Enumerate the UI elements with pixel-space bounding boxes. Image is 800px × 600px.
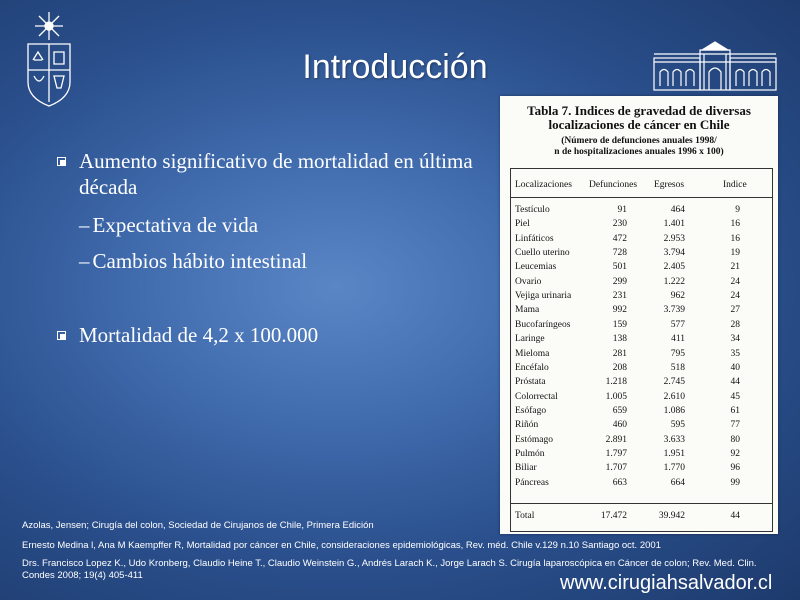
- cell-indice: 40: [730, 362, 740, 373]
- table-row: [511, 463, 772, 476]
- table-row: [511, 291, 772, 304]
- cell-egresos: 3.794: [663, 248, 685, 259]
- cell-egresos: 2.745: [663, 377, 685, 388]
- sub-bullet-text: Cambios hábito intestinal: [92, 249, 308, 273]
- table-row: [511, 435, 772, 448]
- dash-marker: –: [79, 249, 90, 273]
- total-defunciones: 17.472: [600, 511, 627, 521]
- table-row: [511, 320, 772, 333]
- cell-localizacion: Encéfalo: [515, 362, 549, 373]
- cell-egresos: 577: [670, 319, 685, 330]
- table-row: [511, 420, 772, 433]
- square-bullet-icon: [57, 331, 66, 340]
- cell-indice: 27: [730, 305, 740, 316]
- bullet-text: Mortalidad de 4,2 x 100.000: [79, 323, 319, 347]
- cell-localizacion: Cuello uterino: [515, 248, 570, 259]
- cell-localizacion: Pulmón: [515, 448, 545, 459]
- column-header: Defunciones: [589, 180, 638, 190]
- cell-localizacion: Bucofaríngeos: [515, 319, 571, 330]
- cell-indice: 35: [730, 348, 740, 359]
- cell-indice: 44: [730, 377, 740, 388]
- cell-defunciones: 659: [612, 405, 627, 416]
- building-facade-icon: [652, 40, 778, 92]
- reference-text: Ernesto Medina l, Ana M Kaempffer R, Mortalidad por cáncer en Chile, consideraciones epidemiológicas, Rev. méd. Chile v.129 n.10 Santiago oct. 2001: [22, 540, 661, 551]
- cell-localizacion: Estómago: [515, 434, 553, 445]
- cell-egresos: 795: [670, 348, 685, 359]
- table-row: [511, 392, 772, 405]
- reference-text: Drs. Francisco Lopez K., Udo Kronberg, Claudio Heine T., Claudio Weinstein G., Andrés Larach K., Jorge Larach S. Cirugía laparoscópica en Cáncer de colon; Rev. Med. Clin. Condes 2008; 19(4) 405-411: [22, 558, 757, 581]
- cell-egresos: 3.633: [663, 434, 685, 445]
- cell-defunciones: 138: [612, 334, 627, 345]
- table-row: [511, 277, 772, 290]
- cell-egresos: 2.405: [663, 262, 685, 273]
- cell-defunciones: 231: [612, 291, 627, 302]
- cell-defunciones: 281: [612, 348, 627, 359]
- cell-egresos: 664: [670, 477, 685, 488]
- total-egresos: 39.942: [658, 511, 685, 521]
- cell-egresos: 411: [671, 334, 685, 345]
- cell-localizacion: Colorrectal: [515, 391, 558, 402]
- cell-indice: 16: [730, 233, 740, 244]
- column-header: Localizaciones: [515, 180, 572, 190]
- cell-egresos: 1.222: [663, 276, 685, 287]
- cell-localizacion: Linfáticos: [515, 233, 554, 244]
- sub-bullet-text: Expectativa de vida: [92, 213, 259, 237]
- table-row: [511, 449, 772, 462]
- cell-localizacion: Riñón: [515, 420, 539, 431]
- cancer-severity-table: [500, 96, 778, 534]
- cell-indice: 96: [730, 463, 740, 474]
- total-label: Total: [515, 511, 535, 521]
- table-row: [511, 334, 772, 347]
- cell-egresos: 1.951: [663, 448, 685, 459]
- cell-indice: 99: [730, 477, 740, 488]
- table-row: [511, 219, 772, 232]
- table-row: [511, 478, 772, 491]
- table-row: [511, 377, 772, 390]
- cell-defunciones: 230: [612, 219, 627, 230]
- table-row: [511, 248, 772, 261]
- cell-localizacion: Mieloma: [515, 348, 550, 359]
- cell-egresos: 2.610: [663, 391, 685, 402]
- table-subtitle-line: n de hospitalizaciones anuales 1996 x 100): [554, 147, 724, 157]
- table-subtitle: [500, 136, 778, 158]
- cell-defunciones: 91: [617, 205, 627, 215]
- cell-egresos: 1.401: [663, 219, 685, 230]
- table-subtitle-line: (Número de defunciones anuales 1998/: [561, 136, 717, 146]
- cell-defunciones: 663: [612, 477, 627, 488]
- cell-defunciones: 208: [612, 362, 627, 373]
- cell-localizacion: Esófago: [515, 405, 547, 416]
- cell-egresos: 3.739: [663, 305, 685, 316]
- cell-egresos: 464: [670, 205, 685, 215]
- dash-marker: –: [79, 213, 90, 237]
- table-row: [511, 205, 772, 218]
- cell-localizacion: Testículo: [515, 205, 550, 215]
- cell-indice: 45: [730, 391, 740, 402]
- cell-indice: 77: [730, 420, 740, 431]
- sub-bullet-item: [79, 248, 307, 274]
- cell-defunciones: 501: [612, 262, 627, 273]
- cell-defunciones: 159: [612, 319, 627, 330]
- table-title-line: Tabla 7. Indices de gravedad de diversas: [527, 103, 751, 118]
- slide-title: Introducción: [302, 48, 488, 86]
- cell-defunciones: 1.797: [605, 448, 627, 459]
- cell-indice: 92: [730, 448, 740, 459]
- cell-localizacion: Biliar: [515, 463, 537, 474]
- total-indice: 44: [730, 511, 740, 521]
- website-url: www.cirugiahsalvador.cl: [560, 572, 773, 594]
- total-divider: [511, 503, 772, 504]
- bullet-item: [55, 148, 495, 273]
- cell-egresos: 518: [670, 362, 685, 373]
- cell-localizacion: Vejiga urinaria: [515, 291, 572, 302]
- cell-localizacion: Próstata: [515, 377, 546, 388]
- cell-localizacion: Leucemias: [515, 262, 557, 273]
- cell-defunciones: 1.005: [605, 391, 627, 402]
- cell-defunciones: 1.218: [605, 377, 627, 388]
- cell-defunciones: 2.891: [605, 434, 627, 445]
- cell-defunciones: 460: [612, 420, 627, 431]
- sub-bullet-item: [79, 212, 258, 238]
- table-title: [500, 104, 778, 132]
- cell-localizacion: Piel: [515, 219, 530, 230]
- table-row: [511, 406, 772, 419]
- cell-defunciones: 472: [612, 233, 627, 244]
- table-frame: [510, 168, 773, 532]
- cell-indice: 61: [730, 405, 740, 416]
- table-row: [511, 363, 772, 376]
- reference-text: Azolas, Jensen; Cirugía del colon, Sociedad de Cirujanos de Chile, Primera Edición: [22, 520, 374, 531]
- header-divider: [511, 197, 772, 198]
- bullet-item: [55, 322, 495, 348]
- cell-indice: 21: [730, 262, 740, 273]
- table-title-line: localizaciones de cáncer en Chile: [548, 117, 730, 132]
- cell-indice: 9: [735, 205, 740, 215]
- cell-localizacion: Páncreas: [515, 477, 549, 488]
- table-row: [511, 262, 772, 275]
- cell-localizacion: Ovario: [515, 276, 542, 287]
- square-bullet-icon: [57, 157, 66, 166]
- cell-egresos: 595: [670, 420, 685, 431]
- table-row: [511, 349, 772, 362]
- cell-egresos: 962: [670, 291, 685, 302]
- cell-egresos: 1.770: [663, 463, 685, 474]
- table-row: [511, 305, 772, 318]
- cell-indice: 24: [730, 291, 740, 302]
- cell-localizacion: Mama: [515, 305, 540, 316]
- cell-defunciones: 299: [612, 276, 627, 287]
- cell-defunciones: 728: [612, 248, 627, 259]
- cell-indice: 34: [730, 334, 740, 345]
- column-header: Indice: [723, 180, 747, 190]
- table-row: [511, 234, 772, 247]
- cell-indice: 28: [730, 319, 740, 330]
- cell-indice: 19: [730, 248, 740, 259]
- cell-defunciones: 992: [612, 305, 627, 316]
- cell-indice: 24: [730, 276, 740, 287]
- university-crest-icon: [22, 10, 76, 110]
- cell-egresos: 2.953: [663, 233, 685, 244]
- total-row: [511, 511, 772, 524]
- cell-indice: 16: [730, 219, 740, 230]
- cell-egresos: 1.086: [663, 405, 685, 416]
- column-header: Egresos: [654, 180, 685, 190]
- cell-defunciones: 1.707: [605, 463, 627, 474]
- cell-localizacion: Laringe: [515, 334, 545, 345]
- bullet-text: Aumento significativo de mortalidad en última década: [79, 149, 473, 199]
- cell-indice: 80: [730, 434, 740, 445]
